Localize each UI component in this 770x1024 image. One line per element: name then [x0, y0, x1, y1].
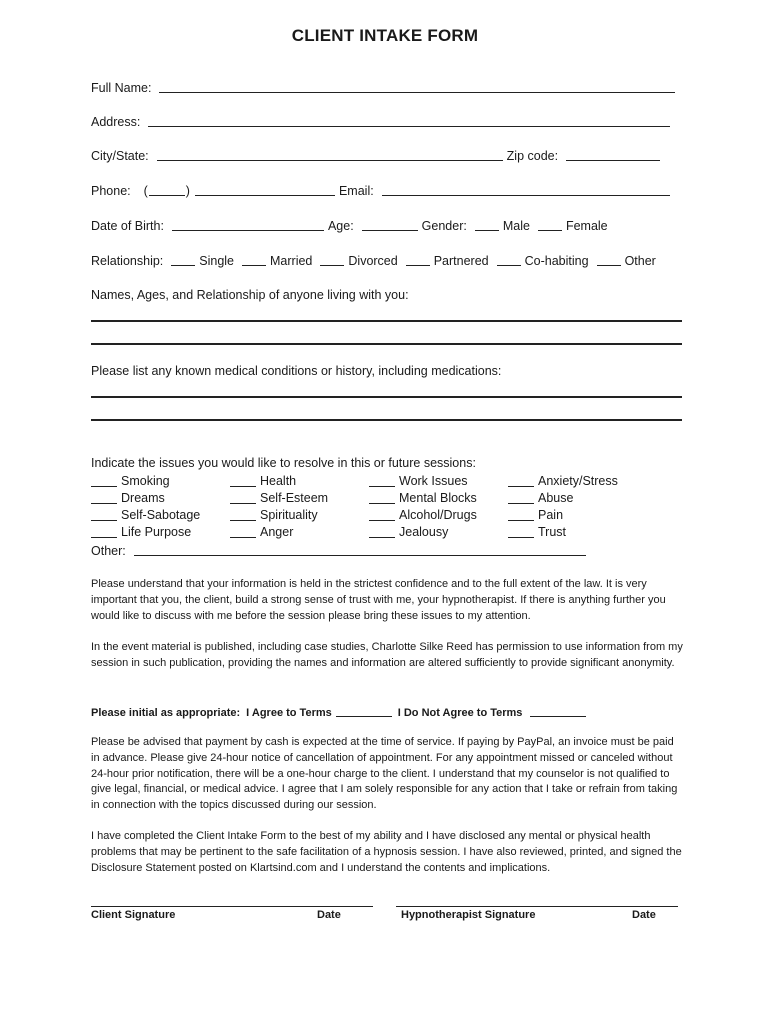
zip-code-field[interactable] [566, 148, 660, 161]
city-state-field[interactable] [157, 148, 503, 161]
relationship-label: Relationship: [91, 254, 164, 268]
issue-blank[interactable] [91, 508, 117, 521]
other-label: Other: [91, 544, 126, 558]
issue-blank[interactable] [230, 474, 256, 487]
issue-label: Self-Esteem [260, 491, 329, 505]
issue-blank[interactable] [369, 491, 395, 504]
address-label: Address: [91, 115, 141, 129]
issue-item [369, 473, 508, 489]
issue-label: Dreams [121, 491, 165, 505]
phone-email-row [91, 183, 674, 198]
medical-prompt-row [91, 364, 501, 378]
issue-blank[interactable] [369, 525, 395, 538]
issues-heading: Indicate the issues you would like to resolve in this or future sessions: [91, 456, 476, 470]
issue-blank[interactable] [508, 525, 534, 538]
issues-section [91, 456, 647, 540]
issue-item [91, 524, 230, 540]
relationship-partnered-blank[interactable] [406, 253, 430, 266]
issue-label: Alcohol/Drugs [399, 508, 477, 522]
phone-area-paren-open: ( [143, 184, 148, 198]
relationship-single-blank[interactable] [171, 253, 195, 266]
issue-label: Jealousy [399, 525, 449, 539]
household-answer-line-2[interactable] [91, 343, 682, 345]
address-row [91, 114, 674, 129]
issue-item [369, 507, 508, 523]
relationship-other-blank[interactable] [597, 253, 621, 266]
dob-label: Date of Birth: [91, 219, 164, 233]
other-row [91, 543, 590, 558]
age-field[interactable] [362, 218, 418, 231]
medical-answer-line-2[interactable] [91, 419, 682, 421]
completion-paragraph: I have completed the Client Intake Form to the best of my ability and I have disclosed any mental or physical health problems that may be pertinent to the safe facilitation of a hypnosis session. I have also reviewed, printed, and signed the Disclosure Statement posted on Klartsind.com and I understand the contents and implications. [91, 830, 682, 874]
client-date-label: Date [317, 909, 341, 921]
payment-paragraph: Please be advised that payment by cash is expected at the time of service. If paying by PayPal, an invoice must be paid in advance. Please give 24-hour notice of cancellation of appointment. For any appointment missed or canceled without 24-hour prior notification, there will be a one-hour charge to the client. I understand that my counselor is not qualified to give legal, financial, or medical advice. I agree that I am solely responsible for any action that I take or refrain from taking in connection with the topics discussed during our session. [91, 736, 678, 812]
gender-male-blank[interactable] [475, 218, 499, 231]
issue-blank[interactable] [369, 508, 395, 521]
issue-label: Spirituality [260, 508, 318, 522]
relationship-cohabiting-blank[interactable] [497, 253, 521, 266]
phone-area-code-field[interactable] [149, 183, 185, 196]
city-state-row [91, 148, 664, 163]
gender-female-blank[interactable] [538, 218, 562, 231]
agree-label: I Agree to Terms [246, 707, 332, 719]
email-label: Email: [338, 184, 374, 198]
issue-label: Anger [260, 525, 294, 539]
issue-label: Pain [538, 508, 564, 522]
full-name-field[interactable] [159, 80, 675, 93]
issue-item [91, 473, 230, 489]
issue-blank[interactable] [508, 474, 534, 487]
issue-label: Life Purpose [121, 525, 192, 539]
initial-row [91, 704, 590, 719]
issue-item [230, 473, 369, 489]
dob-row [91, 218, 612, 233]
issue-blank[interactable] [230, 508, 256, 521]
age-label: Age: [327, 219, 354, 233]
phone-number-field[interactable] [195, 183, 335, 196]
hypnotherapist-signature-label: Hypnotherapist Signature [401, 909, 536, 921]
issue-item [230, 507, 369, 523]
relationship-married-blank[interactable] [242, 253, 266, 266]
full-name-label: Full Name: [91, 81, 152, 95]
issue-label: Anxiety/Stress [538, 474, 618, 488]
email-field[interactable] [382, 183, 670, 196]
issue-label: Self-Sabotage [121, 508, 201, 522]
city-state-label: City/State: [91, 149, 149, 163]
issue-blank[interactable] [230, 491, 256, 504]
phone-label: Phone: [91, 184, 131, 198]
disagree-initial-field[interactable] [530, 704, 586, 717]
relationship-partnered-label: Partnered [433, 254, 489, 268]
client-signature-label: Client Signature [91, 909, 176, 921]
medical-answer-line-1[interactable] [91, 396, 682, 398]
full-name-row [91, 80, 679, 95]
issue-item [230, 524, 369, 540]
issue-item [508, 524, 647, 540]
issue-item [508, 507, 647, 523]
relationship-divorced-label: Divorced [348, 254, 398, 268]
phone-area-paren-close: ) [185, 184, 190, 198]
issue-blank[interactable] [508, 508, 534, 521]
relationship-cohabiting-label: Co-habiting [524, 254, 589, 268]
gender-female-label: Female [565, 219, 608, 233]
issue-label: Work Issues [399, 474, 468, 488]
gender-male-label: Male [502, 219, 530, 233]
issue-item [230, 490, 369, 506]
gender-label: Gender: [421, 219, 467, 233]
relationship-single-label: Single [199, 254, 235, 268]
dob-field[interactable] [172, 218, 324, 231]
issue-item [369, 490, 508, 506]
relationship-married-label: Married [270, 254, 313, 268]
hypnotherapist-signature-line[interactable] [396, 906, 678, 907]
issue-item [508, 490, 647, 506]
issue-blank[interactable] [369, 474, 395, 487]
initial-prompt: Please initial as appropriate: [91, 707, 241, 719]
issue-blank[interactable] [508, 491, 534, 504]
issue-label: Trust [538, 525, 567, 539]
issue-item [91, 490, 230, 506]
issue-blank[interactable] [230, 525, 256, 538]
address-field[interactable] [148, 114, 670, 127]
medical-prompt: Please list any known medical conditions or history, including medications: [91, 364, 502, 378]
other-field[interactable] [134, 543, 586, 556]
form-title: CLIENT INTAKE FORM [291, 26, 479, 45]
household-prompt: Names, Ages, and Relationship of anyone living with you: [91, 288, 409, 302]
relationship-row [91, 253, 660, 268]
issue-blank[interactable] [91, 491, 117, 504]
issue-blank[interactable] [91, 525, 117, 538]
client-signature-line[interactable] [91, 906, 373, 907]
issue-label: Abuse [538, 491, 574, 505]
agree-initial-field[interactable] [336, 704, 392, 717]
issue-label: Mental Blocks [399, 491, 477, 505]
household-answer-line-1[interactable] [91, 320, 682, 322]
relationship-other-label: Other [624, 254, 656, 268]
relationship-divorced-blank[interactable] [320, 253, 344, 266]
hypnotherapist-date-label: Date [632, 909, 656, 921]
issues-grid [91, 473, 647, 540]
household-prompt-row [91, 288, 409, 302]
confidentiality-paragraph: Please understand that your information is held in the strictest confidence and to the full extent of the law. It is very important that you, the client, build a strong sense of trust with me, your hypnotherapist. If there is anything further you would like to discuss with me before the session please bring these issues to my attention. [91, 578, 666, 622]
issue-label: Health [260, 474, 297, 488]
disagree-label: I Do Not Agree to Terms [397, 707, 523, 719]
issue-label: Smoking [121, 474, 170, 488]
zip-code-label: Zip code: [506, 149, 559, 163]
issue-item [508, 473, 647, 489]
publication-paragraph: In the event material is published, including case studies, Charlotte Silke Reed has permission to use information from my session in such publication, providing the names and information are altered sufficiently to provide significant anonymity. [91, 641, 683, 669]
issue-item [91, 507, 230, 523]
issue-item [369, 524, 508, 540]
issue-blank[interactable] [91, 474, 117, 487]
